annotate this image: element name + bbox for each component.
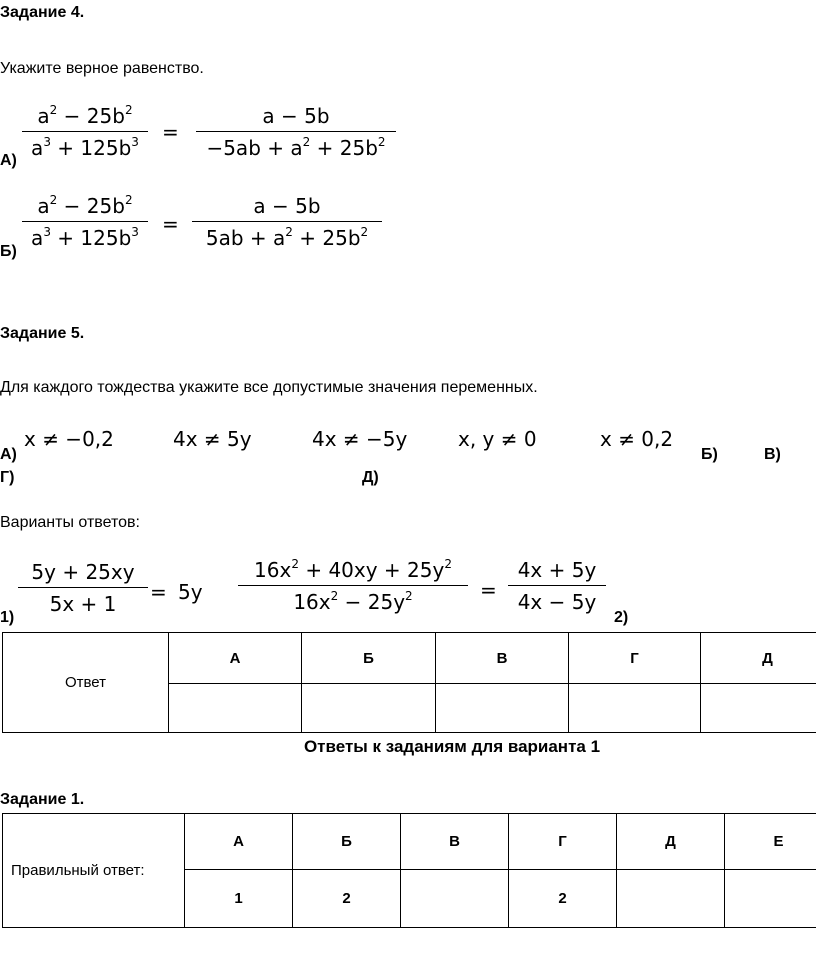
- identity-2-rhs: [508, 558, 606, 614]
- answer-cell[interactable]: [169, 684, 302, 733]
- correct-answer-cell: [401, 870, 509, 928]
- condition-b-label: Б): [701, 446, 718, 463]
- correct-answer-cell: [617, 870, 725, 928]
- condition-a-label: А): [0, 446, 17, 463]
- answer-row-label: Ответ: [3, 633, 169, 733]
- task4-title: Задание 4.: [0, 4, 85, 21]
- column-header: Д: [701, 633, 816, 684]
- condition-d-label: Г): [0, 469, 15, 486]
- task4-option-a-rhs: [196, 104, 396, 160]
- equals-sign: =: [162, 120, 179, 144]
- fraction-denominator: $-5ab + a^2 + 25b^2$: [196, 131, 396, 160]
- condition-b-expr: 4x ≠ 5y: [173, 427, 252, 451]
- column-header: В: [436, 633, 569, 684]
- fraction-denominator: 5x + 1: [18, 587, 148, 616]
- fraction-numerator: 5y + 25xy: [31, 560, 135, 584]
- task5-instruction: Для каждого тождества укажите все допустимые значения переменных.: [0, 379, 538, 396]
- condition-d-expr: x, y ≠ 0: [458, 427, 537, 451]
- fraction-numerator: $a^2 - 25b^2$: [37, 193, 133, 218]
- condition-a-expr: x ≠ −0,2: [24, 427, 114, 451]
- task4-option-a-label: А): [0, 152, 17, 169]
- equals-sign: =: [480, 578, 497, 602]
- task4-option-b-rhs: [192, 194, 382, 250]
- task4-option-b-lhs: [22, 194, 148, 250]
- column-header: Г: [569, 633, 701, 684]
- identity-2-fraction: [238, 558, 468, 614]
- column-header: Б: [293, 814, 401, 870]
- answer-cell[interactable]: [302, 684, 436, 733]
- column-header: Б: [302, 633, 436, 684]
- column-header: В: [401, 814, 509, 870]
- task5-answer-table: [2, 632, 816, 733]
- identity-1-fraction: [18, 560, 148, 616]
- answers-task1-title: Задание 1.: [0, 791, 85, 808]
- correct-answer-row-label: Правильный ответ:: [3, 814, 185, 928]
- fraction-numerator: a − 5b: [253, 194, 321, 218]
- answer-cell[interactable]: [701, 684, 816, 733]
- fraction-numerator: 4x + 5y: [517, 558, 597, 582]
- correct-answer-cell: 1: [185, 870, 293, 928]
- fraction-denominator: $16x^2 - 25y^2$: [238, 585, 468, 614]
- identity-1-label: 1): [0, 609, 15, 626]
- equals-sign: =: [162, 212, 179, 236]
- fraction-denominator: 4x − 5y: [508, 585, 606, 614]
- fraction-denominator: $5ab + a^2 + 25b^2$: [192, 221, 382, 250]
- condition-c-expr: 4x ≠ −5y: [312, 427, 408, 451]
- task4-option-b-label: Б): [0, 243, 17, 260]
- condition-c-label: В): [764, 446, 781, 463]
- column-header: Д: [617, 814, 725, 870]
- fraction-denominator: $a^3 + 125b^3$: [22, 221, 148, 250]
- fraction-numerator: $a^2 - 25b^2$: [37, 103, 133, 128]
- identity-1-rhs: 5y: [178, 580, 203, 604]
- correct-answer-cell: [725, 870, 816, 928]
- task4-instruction: Укажите верное равенство.: [0, 60, 204, 77]
- answer-cell[interactable]: [569, 684, 701, 733]
- condition-e-label: Д): [362, 469, 379, 486]
- variants-title: Варианты ответов:: [0, 514, 140, 531]
- column-header: Е: [725, 814, 816, 870]
- fraction-numerator: $16x^2 + 40xy + 25y^2$: [254, 557, 452, 582]
- answers-task1-table: [2, 813, 816, 928]
- equals-sign: =: [150, 580, 167, 604]
- correct-answer-cell: 2: [293, 870, 401, 928]
- fraction-numerator: a − 5b: [262, 104, 330, 128]
- task5-title: Задание 5.: [0, 325, 85, 342]
- column-header: Г: [509, 814, 617, 870]
- column-header: А: [185, 814, 293, 870]
- fraction-denominator: $a^3 + 125b^3$: [22, 131, 148, 160]
- correct-answer-cell: 2: [509, 870, 617, 928]
- answers-heading: Ответы к заданиям для варианта 1: [303, 737, 601, 756]
- task4-option-a-lhs: [22, 104, 148, 160]
- answer-cell[interactable]: [436, 684, 569, 733]
- column-header: А: [169, 633, 302, 684]
- identity-2-label: 2): [614, 609, 629, 626]
- condition-e-expr: x ≠ 0,2: [600, 427, 674, 451]
